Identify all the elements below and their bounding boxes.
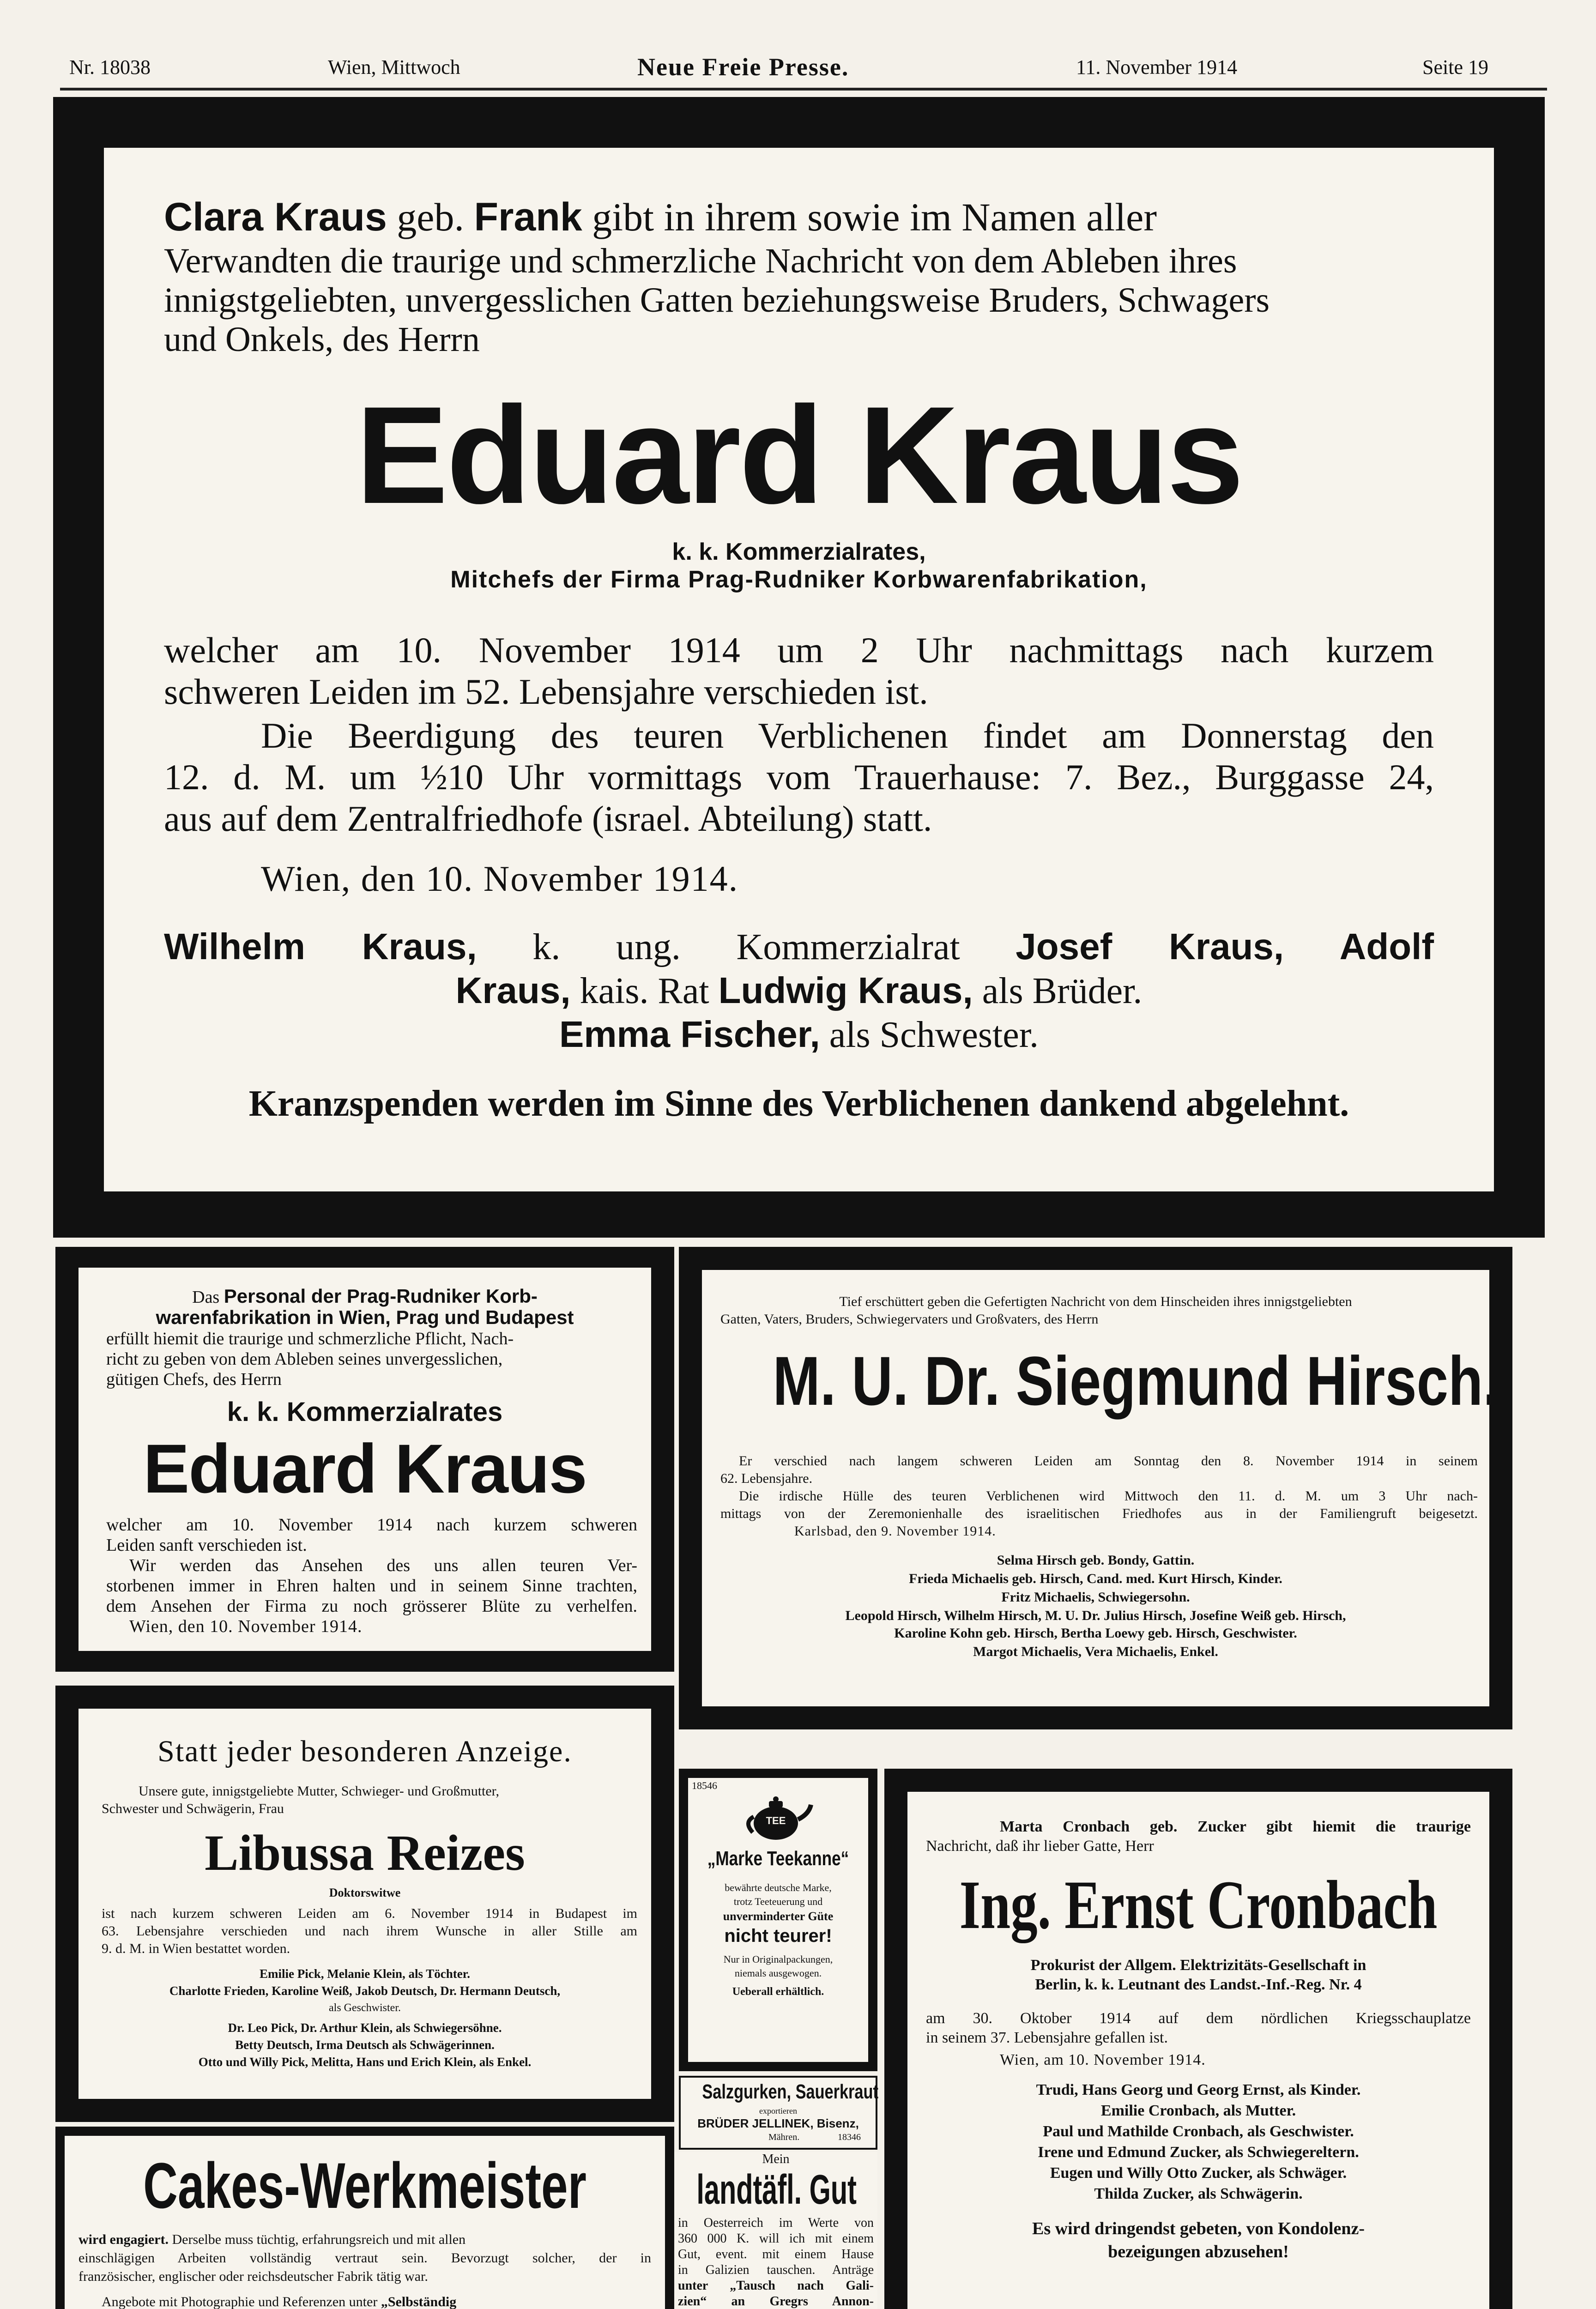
landtafel-body-4: in Galizien tauschen. Anträge (678, 2263, 874, 2277)
reizes-notice (79, 1709, 651, 2099)
landtafel-body-2: 360 000 K. will ich mit einem (678, 2231, 874, 2246)
landtafel-pre: Mein (762, 2152, 790, 2166)
signer-ludwig: Ludwig Kraus, (718, 970, 973, 1011)
intro-line-4: und Onkels, des Herrn (164, 320, 480, 359)
cakes-offers: Angebote mit Photographie und Referenzen unter (102, 2294, 378, 2309)
signers-line-1 (164, 924, 1434, 970)
cakes-ad (65, 2136, 665, 2309)
hirsch-body-1: Er verschied nach langem schweren Leiden am Sonntag den 8. November 1914 in seinem (739, 1453, 1478, 1469)
landtafel-body-3: Gut, event. mit einem Hause (678, 2247, 874, 2261)
cronbach-body-3: Wien, am 10. November 1914. (1000, 2051, 1206, 2068)
cronbach-notice (907, 1792, 1489, 2309)
personal-company-1: Personal der Prag-Rudniker Korb- (224, 1285, 538, 1307)
signers-line-2 (104, 967, 1494, 1014)
page-number: Seite 19 (1422, 56, 1488, 79)
signers-line-3 (104, 1011, 1494, 1058)
reizes-line-2: Schwester und Schwägerin, Frau (102, 1801, 284, 1816)
signer-title: k. ung. Kommerzialrat (532, 927, 960, 967)
cakes-engaged: wird engagiert. (79, 2232, 169, 2247)
deceased-name: Eduard Kraus (356, 377, 1242, 532)
signer-adolf: Adolf (1339, 926, 1434, 967)
personal-body-6: Wien, den 10. November 1914. (129, 1617, 363, 1636)
personal-body-1: welcher am 10. November 1914 nach kurzem schweren (106, 1515, 637, 1535)
tea-label: TEE (766, 1815, 786, 1826)
body-line-3: Die Beerdigung des teuren Verblichenen findet am Donnerstag den (261, 715, 1434, 756)
hirsch-family-2: Frieda Michaelis geb. Hirsch, Cand. med. Kurt Hirsch, Kinder. (909, 1571, 1282, 1586)
city-day: Wien, Mittwoch (328, 56, 460, 79)
reizes-family-6: Otto und Willy Pick, Melitta, Hans und Erich Klein, als Enkel. (198, 2055, 532, 2069)
cronbach-title-1: Prokurist der Allgem. Elektrizitäts-Gesellschaft in (1030, 1957, 1366, 1974)
tea-desc-2: trotz Teeteuerung und (733, 1896, 823, 1907)
tea-ad-number: 18546 (692, 1780, 717, 1791)
tea-desc-7: Ueberall erhältlich. (732, 1986, 824, 1998)
signer-wilhelm: Wilhelm Kraus, (164, 926, 477, 967)
page-header (69, 51, 1529, 88)
hirsch-family-4: Leopold Hirsch, Wilhelm Hirsch, M. U. Dr. Julius Hirsch, Josefine Weiß geb. Hirsch, (845, 1608, 1346, 1623)
personal-das: Das (192, 1287, 220, 1307)
reizes-family-3: als Geschwister. (329, 2002, 401, 2014)
reizes-body-1: ist nach kurzem schweren Leiden am 6. November 1914 in Budapest im (102, 1906, 637, 1921)
closing-line: Kranzspenden werden im Sinne des Verblichenen dankend abgelehnt. (248, 1083, 1349, 1124)
personal-line-4: richt zu geben von dem Ableben seines unvergesslichen, (106, 1349, 503, 1369)
reizes-family-2: Charlotte Frieden, Karoline Weiß, Jakob Deutsch, Dr. Hermann Deutsch, (169, 1984, 561, 1998)
personal-body-2: Leiden sanft verschieden ist. (106, 1535, 307, 1555)
reizes-family-1: Emilie Pick, Melanie Klein, als Töchter. (260, 1967, 470, 1981)
landtafel-body-5: unter „Tausch nach Gali- (678, 2279, 874, 2293)
intro-line-2: Verwandten die traurige und schmerzliche Nachricht von dem Ableben ihres (164, 242, 1237, 280)
hirsch-name: M. U. Dr. Siegmund Hirsch. (773, 1342, 1499, 1420)
tea-ad (688, 1778, 868, 2062)
personal-company-2: warenfabrikation in Wien, Prag und Budapest (156, 1306, 574, 1328)
body-line-4: 12. d. M. um ½10 Uhr vormittags vom Trauerhause: 7. Bez., Burggasse 24, (164, 757, 1434, 797)
intro-line-1 (164, 194, 1434, 240)
personal-line-1 (79, 1286, 651, 1307)
cronbach-body-2: in seinem 37. Lebensjahre gefallen ist. (926, 2029, 1168, 2046)
landtafel-head: landtäfl. Gut (696, 2167, 857, 2213)
cronbach-line-2: Nachricht, daß ihr lieber Gatte, Herr (926, 1838, 1154, 1855)
body-line-2: schweren Leiden im 52. Lebensjahre verschieden ist. (164, 671, 928, 712)
hirsch-family-1: Selma Hirsch geb. Bondy, Gattin. (997, 1553, 1195, 1568)
personal-line-5: gütigen Chefs, des Herrn (106, 1370, 282, 1389)
cronbach-family-2: Emilie Cronbach, als Mutter. (1100, 2102, 1296, 2119)
hirsch-body-2: 62. Lebensjahre. (720, 1471, 813, 1486)
deceased-title-1: k. k. Kommerzialrates, (672, 538, 926, 565)
sister-label: als Schwester. (829, 1015, 1039, 1055)
tea-desc-4: nicht teurer! (724, 1926, 832, 1946)
cronbach-name: Ing. Ernst Cronbach (959, 1867, 1438, 1943)
cronbach-family-1: Trudi, Hans Georg und Georg Ernst, als Kinder. (1036, 2081, 1361, 2098)
hirsch-body-3: Die irdische Hülle des teuren Verblichenen wird Mittwoch den 11. d. M. um 3 Uhr nach- (739, 1488, 1478, 1504)
brothers-label: als Brüder. (982, 971, 1143, 1011)
tea-desc-6: niemals ausgewogen. (734, 1967, 822, 1979)
personal-notice (79, 1268, 651, 1651)
tea-desc-5: Nur in Originalpackungen, (723, 1953, 833, 1965)
masthead: Neue Freie Presse. (637, 53, 849, 81)
reizes-sub: Doktorswitwe (329, 1886, 401, 1899)
landtafel-ad (674, 2152, 877, 2309)
reizes-body-2: 63. Lebensjahre verschieden und nach ihrem Wunsche in aller Stille am (102, 1923, 637, 1939)
reizes-family-4: Dr. Leo Pick, Dr. Arthur Klein, als Schwiegersöhne. (228, 2021, 502, 2035)
hirsch-line-2: Gatten, Vaters, Bruders, Schwiegervaters und Großvaters, des Herrn (720, 1312, 1099, 1327)
landtafel-body-1: in Oesterreich im Werte von (678, 2216, 874, 2230)
intro-rest: gibt in ihrem sowie im Namen aller (592, 195, 1157, 239)
personal-line-3: erfüllt hiemit die traurige und schmerzliche Pflicht, Nach- (106, 1329, 514, 1348)
tea-desc-1: bewährte deutsche Marke, (725, 1882, 832, 1893)
header-rule (60, 88, 1547, 91)
cakes-body-1-rest: Derselbe muss tüchtig, erfahrungsreich und mit allen (172, 2232, 466, 2247)
cakes-body-2: einschlägigen Arbeiten vollständig vertraut sein. Bevorzugt solcher, der in (79, 2250, 651, 2266)
personal-name: Eduard Kraus (143, 1430, 586, 1507)
geb-label: geb. (397, 195, 464, 239)
reizes-line-1: Unsere gute, innigstgeliebte Mutter, Schwieger- und Großmutter, (139, 1783, 499, 1799)
cronbach-family-4: Irene und Edmund Zucker, als Schwiegereltern. (1038, 2144, 1359, 2161)
salzgurken-sub: exportieren (759, 2106, 797, 2116)
cronbach-title-2: Berlin, k. k. Leutnant des Landst.-Inf.-Reg. Nr. 4 (1035, 1976, 1362, 1993)
cronbach-family-3: Paul und Mathilde Cronbach, als Geschwister. (1043, 2123, 1354, 2140)
signer-emma: Emma Fischer, (559, 1014, 820, 1055)
signer-kraus: Kraus, (455, 970, 571, 1011)
personal-title: k. k. Kommerzialrates (227, 1397, 503, 1427)
salzgurken-place: Mähren. (768, 2132, 800, 2142)
hirsch-family-6: Margot Michaelis, Vera Michaelis, Enkel. (973, 1644, 1218, 1659)
personal-body-3: Wir werden das Ansehen des uns allen teuren Ver- (129, 1556, 637, 1575)
main-notice (104, 148, 1494, 1191)
cronbach-body-1: am 30. Oktober 1914 auf dem nördlichen Kriegsschauplatze (926, 2010, 1471, 2027)
cakes-body-4 (102, 2293, 651, 2309)
cronbach-family-5: Eugen und Willy Otto Zucker, als Schwäger. (1050, 2164, 1347, 2182)
signer-josef: Josef Kraus, (1016, 926, 1284, 967)
deceased-title-2: Mitchefs der Firma Prag-Rudniker Korbwarenfabrikation, (450, 566, 1148, 593)
signer-title-2: kais. Rat (580, 971, 709, 1011)
cakes-code-1: „Selbständig (381, 2294, 457, 2309)
hirsch-line-1: Tief erschüttert geben die Gefertigten Nachricht von dem Hinscheiden ihres innigstgeliebten (839, 1294, 1352, 1309)
reizes-body-3: 9. d. M. in Wien bestattet worden. (102, 1941, 290, 1956)
hirsch-family-3: Fritz Michaelis, Schwiegersohn. (1001, 1590, 1190, 1605)
maiden-name: Frank (474, 195, 582, 239)
hirsch-body-5: Karlsbad, den 9. November 1914. (794, 1523, 996, 1539)
hirsch-family-5: Karoline Kohn geb. Hirsch, Bertha Loewy geb. Hirsch, Geschwister. (894, 1626, 1297, 1641)
salzgurken-firm: BRÜDER JELLINEK, Bisenz, (697, 2116, 859, 2130)
landtafel-body-6: zien“ an Gregrs Annon- (678, 2294, 874, 2309)
body-line-1: welcher am 10. November 1914 um 2 Uhr nachmittags nach kurzem (164, 630, 1434, 670)
salzgurken-ad (679, 2076, 877, 2150)
tea-desc-3: unverminderter Güte (723, 1910, 834, 1923)
body-line-5: aus auf dem Zentralfriedhofe (israel. Abteilung) statt. (164, 798, 932, 839)
cronbach-closing-1: Es wird dringendst gebeten, von Kondolenz- (1032, 2219, 1365, 2238)
cakes-head: Cakes-Werkmeister (143, 2149, 586, 2222)
salzgurken-head: Salzgurken, Sauerkraut (702, 2080, 878, 2103)
place-date: Wien, den 10. November 1914. (261, 858, 739, 899)
cronbach-line-1: Marta Cronbach geb. Zucker gibt hiemit die traurige (1000, 1818, 1471, 1835)
cakes-body-1 (79, 2230, 651, 2249)
cronbach-closing-2: bezeigungen abzusehen! (1108, 2242, 1289, 2261)
widow-name: Clara Kraus (164, 195, 387, 239)
hirsch-body-4: mittags von der Zeremonienhalle des israelitischen Friedhofes aus in der Familiengruft beigesetzt. (720, 1506, 1478, 1521)
reizes-family-5: Betty Deutsch, Irma Deutsch als Schwägerinnen. (235, 2038, 495, 2052)
cakes-body-3: französischer, englischer oder reichsdeutscher Fabrik tätig war. (79, 2269, 428, 2284)
intro-line-3: innigstgeliebten, unvergesslichen Gatten beziehungsweise Bruders, Schwagers (164, 281, 1270, 320)
salzgurken-number: 18346 (838, 2132, 861, 2142)
personal-body-4: storbenen immer in Ehren halten und in seinem Sinne trachten, (106, 1576, 637, 1596)
reizes-head: Statt jeder besonderen Anzeige. (157, 1735, 572, 1768)
hirsch-notice (702, 1270, 1499, 1706)
issue-date: 11. November 1914 (1076, 56, 1238, 79)
personal-body-5: dem Ansehen der Firma zu noch grösserer Blüte zu verhelfen. (106, 1596, 637, 1616)
cronbach-family-6: Thilda Zucker, als Schwägerin. (1094, 2185, 1303, 2202)
reizes-name: Libussa Reizes (205, 1825, 525, 1881)
tea-brand: „Marke Teekanne“ (707, 1847, 849, 1870)
issue-number: Nr. 18038 (69, 56, 151, 79)
